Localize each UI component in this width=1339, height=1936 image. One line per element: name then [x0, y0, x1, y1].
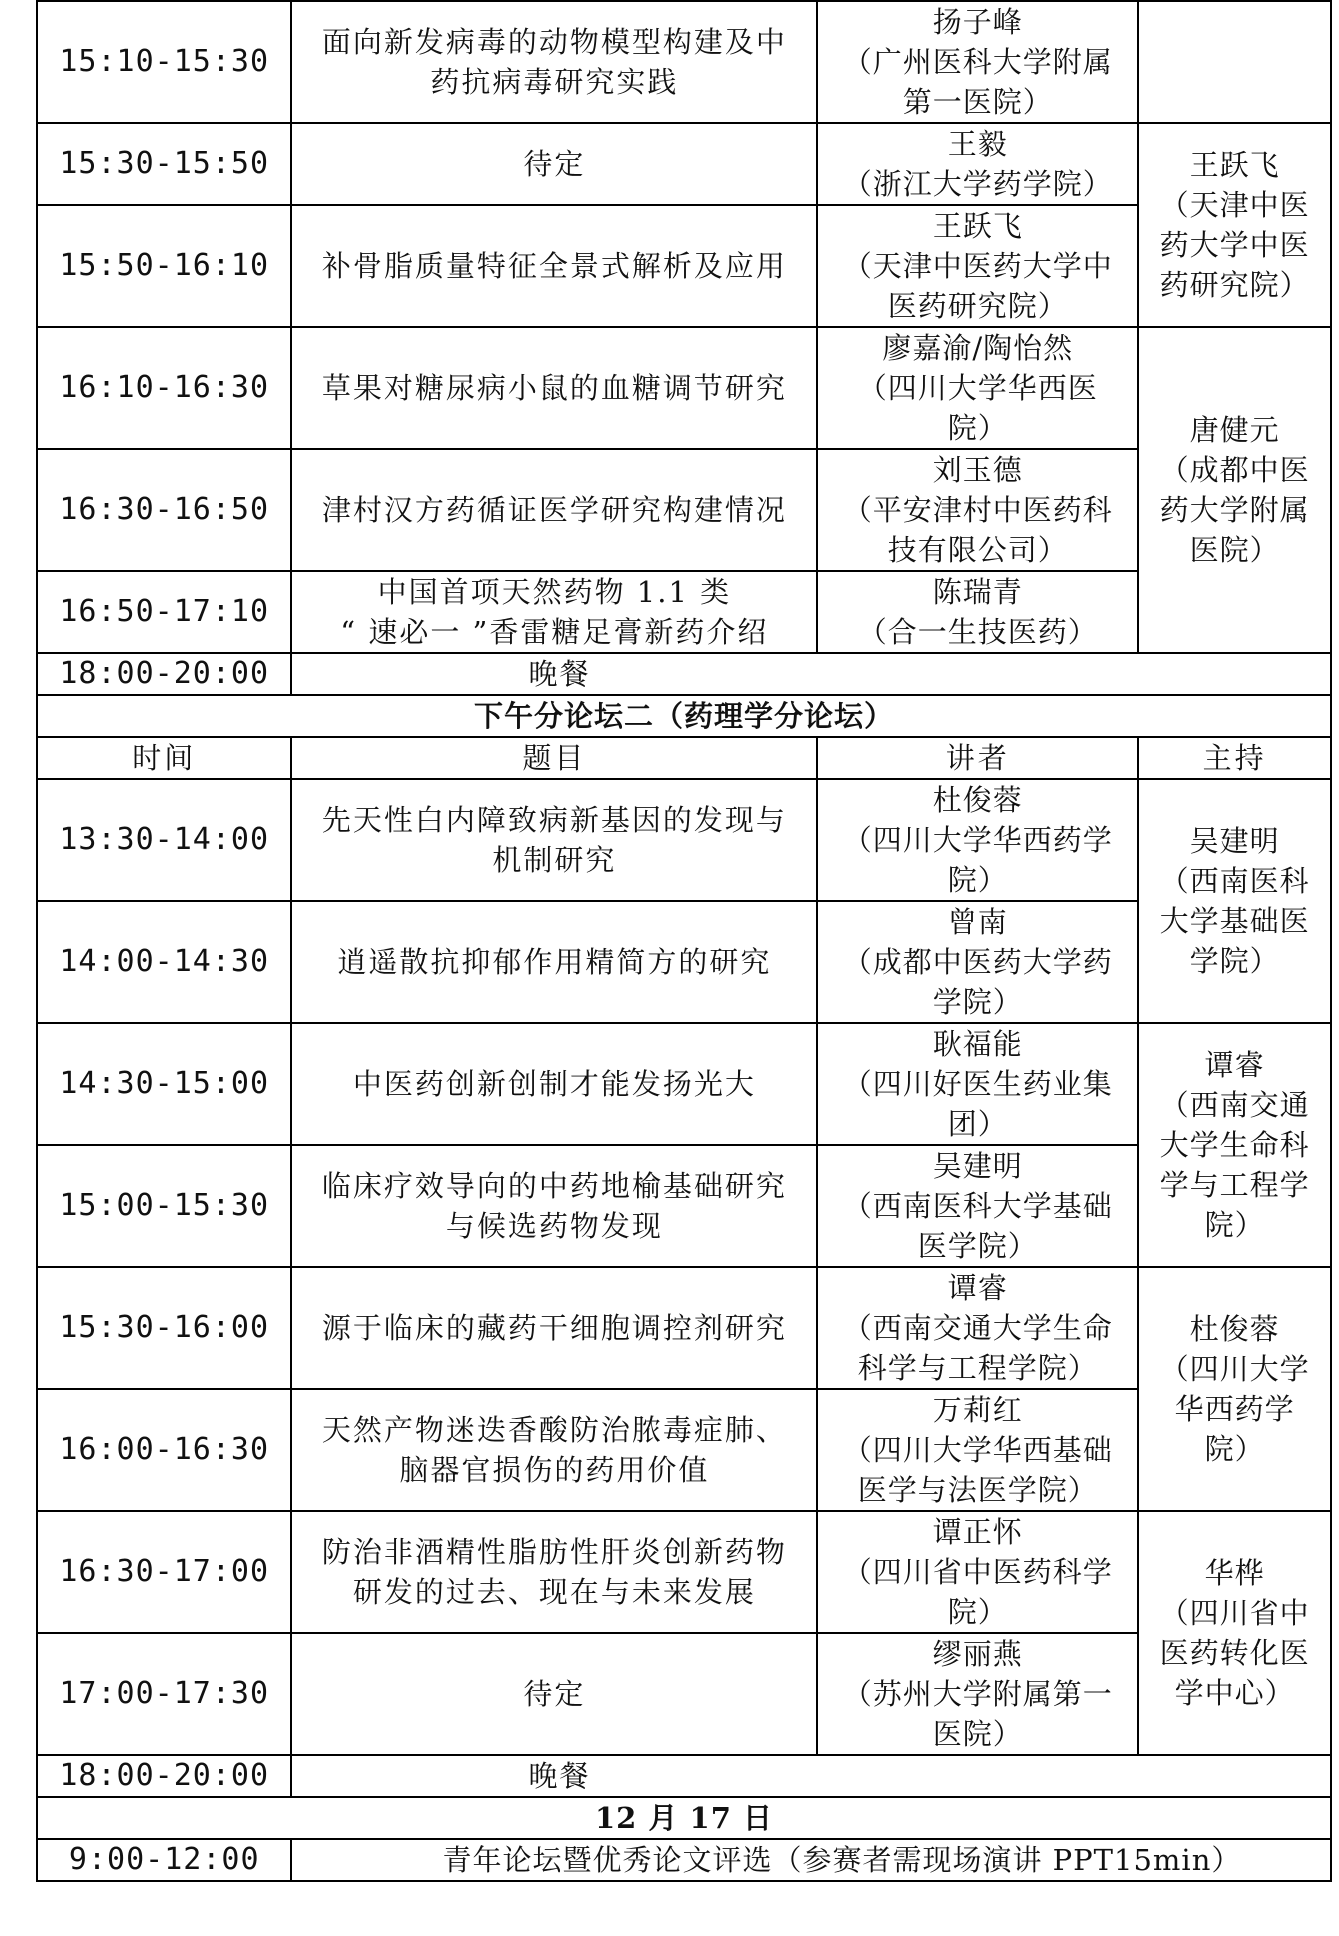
session-host: 谭睿 （西南交通 大学生命科 学与工程学 院） [1138, 1023, 1331, 1267]
session-host: 吴建明 （西南医科 大学基础医 学院） [1138, 779, 1331, 1023]
session-title: 逍遥散抗抑郁作用精简方的研究 [291, 901, 817, 1023]
session-speaker: 谭睿 （西南交通大学生命 科学与工程学院） [817, 1267, 1138, 1389]
session-time: 15:30-16:00 [37, 1267, 291, 1389]
session-row [37, 571, 1331, 653]
session-row [37, 123, 1331, 205]
session-host: 杜俊蓉 （四川大学 华西药学 院） [1138, 1267, 1331, 1511]
session-title: 补骨脂质量特征全景式解析及应用 [291, 205, 817, 327]
session-title: 先天性白内障致病新基因的发现与 机制研究 [291, 779, 817, 901]
header-host: 主持 [1138, 737, 1331, 779]
session-title: 防治非酒精性脂肪性肝炎创新药物 研发的过去、现在与未来发展 [291, 1511, 817, 1633]
dinner-time: 18:00-20:00 [37, 653, 291, 695]
youth-forum-label: 青年论坛暨优秀论文评选（参赛者需现场演讲 PPT15min） [291, 1839, 1331, 1881]
dinner-row [37, 653, 1331, 695]
header-time: 时间 [37, 737, 291, 779]
header-title: 题目 [291, 737, 817, 779]
session-row [37, 1511, 1331, 1633]
session-title: 津村汉方药循证医学研究构建情况 [291, 449, 817, 571]
session-speaker: 王毅 （浙江大学药学院） [817, 123, 1138, 205]
session-title: 面向新发病毒的动物模型构建及中 药抗病毒研究实践 [291, 1, 817, 123]
session-row [37, 1389, 1331, 1511]
session-time: 14:30-15:00 [37, 1023, 291, 1145]
youth-forum-row [37, 1839, 1331, 1881]
schedule-table [36, 0, 1332, 1882]
dinner-label: 晚餐 [291, 1755, 1331, 1797]
session-time: 15:10-15:30 [37, 1, 291, 123]
session-time: 15:50-16:10 [37, 205, 291, 327]
session-row [37, 327, 1331, 449]
session-row [37, 1145, 1331, 1267]
session-speaker: 王跃飞 （天津中医药大学中 医药研究院） [817, 205, 1138, 327]
session-speaker: 耿福能 （四川好医生药业集 团） [817, 1023, 1138, 1145]
session-time: 16:50-17:10 [37, 571, 291, 653]
session-host: 唐健元 （成都中医 药大学附属 医院） [1138, 327, 1331, 653]
session-row [37, 779, 1331, 901]
session-speaker: 陈瑞青 （合一生技医药） [817, 571, 1138, 653]
session-time: 15:00-15:30 [37, 1145, 291, 1267]
session-time: 16:00-16:30 [37, 1389, 291, 1511]
session-host: 王跃飞 （天津中医 药大学中医 药研究院） [1138, 123, 1331, 327]
session-row [37, 449, 1331, 571]
session-speaker: 曾南 （成都中医药大学药 学院） [817, 901, 1138, 1023]
youth-forum-time: 9:00-12:00 [37, 1839, 291, 1881]
section-title: 下午分论坛二（药理学分论坛） [37, 695, 1331, 737]
session-host: 华桦 （四川省中 医药转化医 学中心） [1138, 1511, 1331, 1755]
session-speaker: 扬子峰 （广州医科大学附属 第一医院） [817, 1, 1138, 123]
dinner-row [37, 1755, 1331, 1797]
session-time: 14:00-14:30 [37, 901, 291, 1023]
session-row [37, 1267, 1331, 1389]
session-speaker: 缪丽燕 （苏州大学附属第一 医院） [817, 1633, 1138, 1755]
session-row [37, 205, 1331, 327]
session-title: 源于临床的藏药干细胞调控剂研究 [291, 1267, 817, 1389]
header-speaker: 讲者 [817, 737, 1138, 779]
session-time: 13:30-14:00 [37, 779, 291, 901]
session-speaker: 刘玉德 （平安津村中医药科 技有限公司） [817, 449, 1138, 571]
session-row [37, 1023, 1331, 1145]
session-time: 16:30-17:00 [37, 1511, 291, 1633]
session-speaker: 廖嘉渝/陶怡然 （四川大学华西医 院） [817, 327, 1138, 449]
session-time: 15:30-15:50 [37, 123, 291, 205]
section-title-row [37, 695, 1331, 737]
session-speaker: 杜俊蓉 （四川大学华西药学 院） [817, 779, 1138, 901]
session-speaker: 吴建明 （西南医科大学基础 医学院） [817, 1145, 1138, 1267]
session-time: 16:10-16:30 [37, 327, 291, 449]
session-title: 临床疗效导向的中药地榆基础研究 与候选药物发现 [291, 1145, 817, 1267]
table-header-row [37, 737, 1331, 779]
day-title: 12 月 17 日 [37, 1797, 1331, 1839]
session-title: 中国首项天然药物 1.1 类 “ 速必一 ”香雷糖足膏新药介绍 [291, 571, 817, 653]
host-cell-empty [1138, 1, 1331, 123]
day-title-row [37, 1797, 1331, 1839]
session-row [37, 1, 1331, 123]
session-speaker: 谭正怀 （四川省中医药科学 院） [817, 1511, 1138, 1633]
session-time: 16:30-16:50 [37, 449, 291, 571]
session-title: 天然产物迷迭香酸防治脓毒症肺、 脑器官损伤的药用价值 [291, 1389, 817, 1511]
session-row [37, 1633, 1331, 1755]
session-title: 待定 [291, 123, 817, 205]
dinner-label: 晚餐 [291, 653, 1331, 695]
dinner-time: 18:00-20:00 [37, 1755, 291, 1797]
session-speaker: 万莉红 （四川大学华西基础 医学与法医学院） [817, 1389, 1138, 1511]
session-time: 17:00-17:30 [37, 1633, 291, 1755]
session-title: 待定 [291, 1633, 817, 1755]
session-title: 草果对糖尿病小鼠的血糖调节研究 [291, 327, 817, 449]
session-row [37, 901, 1331, 1023]
session-title: 中医药创新创制才能发扬光大 [291, 1023, 817, 1145]
